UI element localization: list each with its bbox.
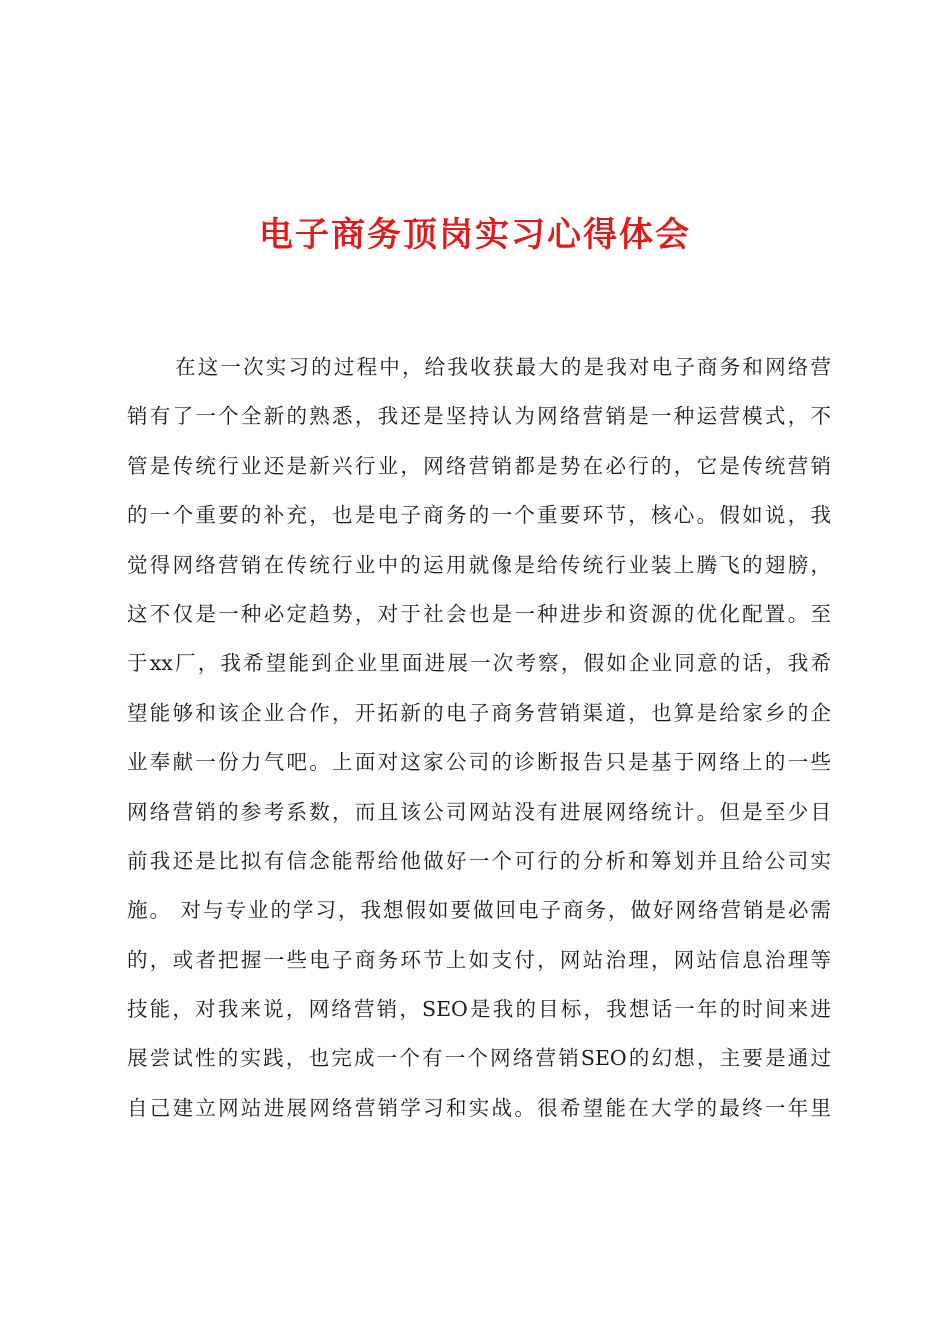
document-title: 电子商务顶岗实习心得体会 (259, 215, 691, 255)
body-line: 展尝试性的实践，也完成一个有一个网络营销SEO的幻想，主要是通过 (127, 1046, 831, 1071)
body-line: 技能，对我来说，网络营销，SEO是我的目标，我想话一年的时间来进 (127, 997, 831, 1022)
body-line: 于xx厂，我希望能到企业里面进展一次考察，假如企业同意的话，我希 (127, 651, 831, 676)
body-line: 施。 对与专业的学习，我想假如要做回电子商务，做好网络营销是必需 (127, 898, 831, 923)
document-body (127, 343, 831, 1133)
body-line: 自己建立网站进展网络营销学习和实战。很希望能在大学的最终一年里 (127, 1095, 831, 1120)
body-line: 望能够和该企业合作，开拓新的电子商务营销渠道，也算是给家乡的企 (127, 700, 831, 725)
body-line: 的一个重要的补充，也是电子商务的一个重要环节，核心。假如说，我 (127, 503, 831, 528)
body-line: 管是传统行业还是新兴行业，网络营销都是势在必行的，它是传统营销 (127, 453, 831, 478)
body-line: 销有了一个全新的熟悉，我还是坚持认为网络营销是一种运营模式，不 (127, 404, 831, 429)
body-line: 这不仅是一种必定趋势，对于社会也是一种进步和资源的优化配置。至 (127, 601, 831, 626)
body-line: 前我还是比拟有信念能帮给他做好一个可行的分析和筹划并且给公司实 (127, 848, 831, 873)
body-line: 业奉献一份力气吧。上面对这家公司的诊断报告只是基于网络上的一些 (127, 750, 831, 775)
body-line: 在这一次实习的过程中，给我收获最大的是我对电子商务和网络营 (175, 355, 831, 379)
body-line: 的，或者把握一些电子商务环节上如支付，网站治理，网站信息治理等 (127, 947, 831, 972)
body-line: 觉得网络营销在传统行业中的运用就像是给传统行业装上腾飞的翅膀， (127, 552, 831, 577)
body-line: 网络营销的参考系数，而且该公司网站没有进展网络统计。但是至少目 (127, 799, 831, 824)
